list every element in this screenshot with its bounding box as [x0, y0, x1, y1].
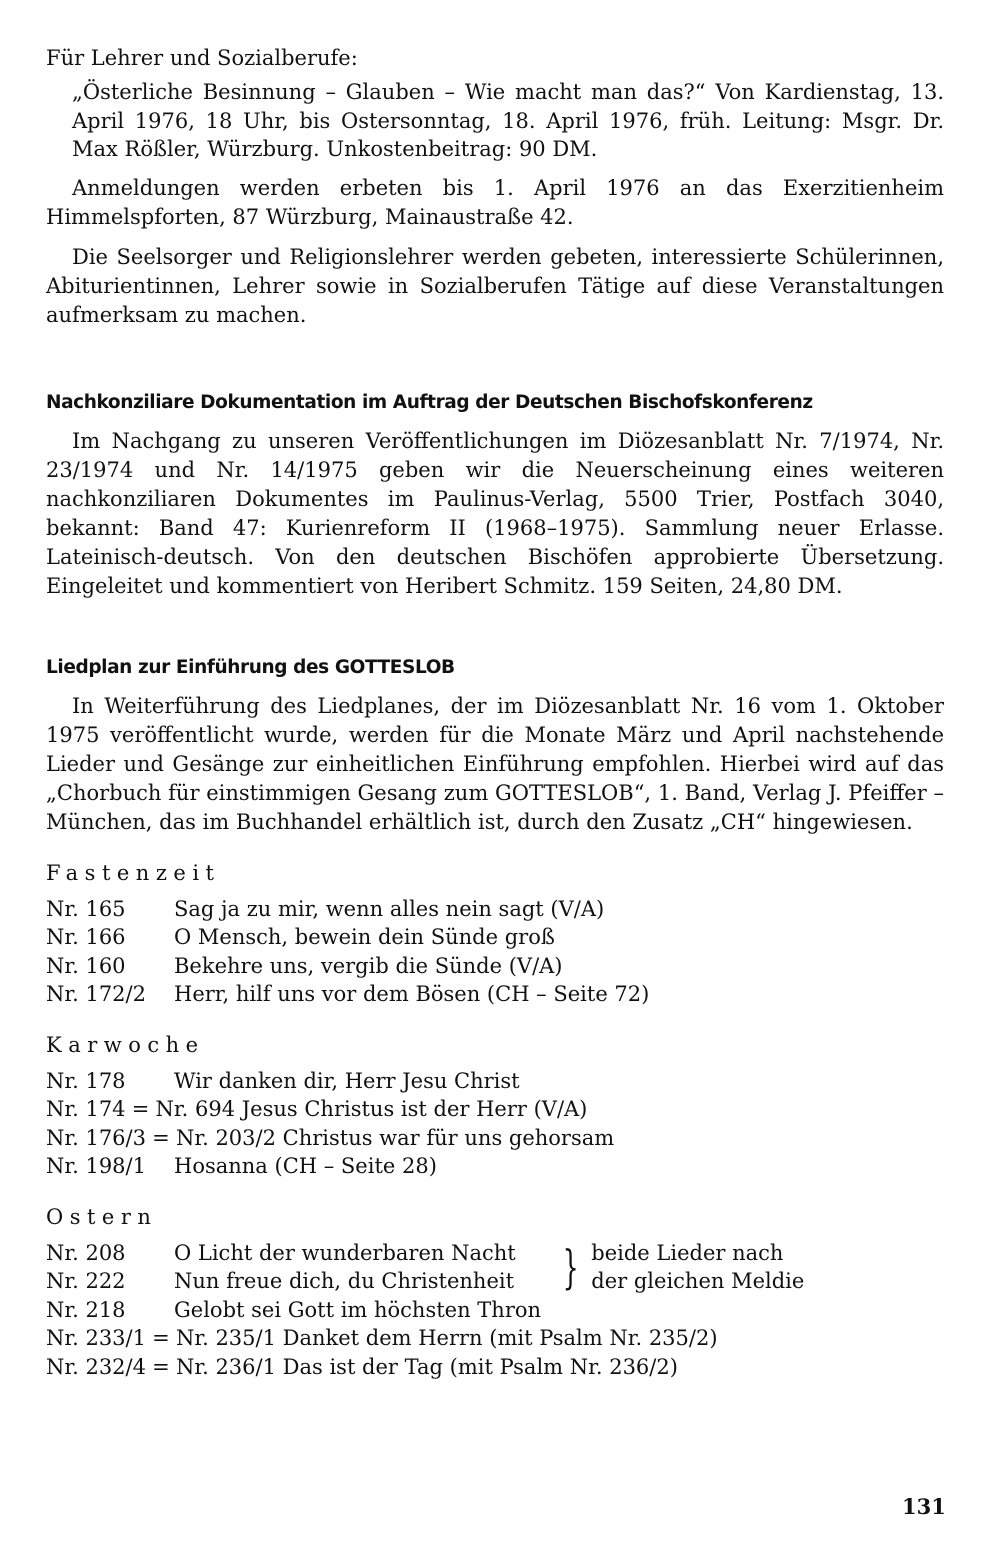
list-item: [46, 1095, 944, 1124]
brace-icon: }: [562, 1239, 579, 1294]
song-number: Nr. 232/4: [46, 1354, 146, 1379]
song-list-fastenzeit: [46, 895, 944, 1009]
song-title: Nr. 235/1 Danket dem Herrn (mit Psalm Nr. 235/2): [175, 1326, 718, 1350]
liedplan-body: In Weiterführung des Liedplanes, der im Diözesanblatt Nr. 16 vom 1. Oktober 1975 veröffentlicht wurde, werden für die Monate März und April nachstehende Lieder und Gesänge zur einheitlichen Einführung empfohlen. Hierbei wird auf das „Chorbuch für einstimmigen Gesang zum GOTTESLOB“, 1. Band, Verlag J. Pfeiffer – München, das im Buchhandel erhältlich ist, durch den Zusatz „CH“ hingewiesen.: [46, 693, 944, 834]
list-item: [46, 1296, 944, 1325]
song-title: Nun freue dich, du Christenheit: [174, 1269, 515, 1293]
melody-note-line1: beide Lieder nach: [591, 1240, 784, 1265]
list-item: [46, 923, 944, 952]
subsection-title-karwoche: Karwoche: [46, 1032, 205, 1057]
list-item: [46, 1124, 944, 1153]
song-list-ostern: [46, 1239, 944, 1382]
song-number: Nr. 165: [46, 896, 126, 921]
song-title: Herr, hilf uns vor dem Bösen (CH – Seite 72): [174, 982, 650, 1006]
documentation-body: Im Nachgang zu unseren Veröffentlichungen im Diözesanblatt Nr. 7/1974, Nr. 23/1974 und Nr. 14/1975 geben wir die Neuerscheinung eines weiteren nachkonziliaren Dokumentes im Paulinus-Verlag, 5500 Trier, Postfach 3040, bekannt: Band 47: Kurienreform II (1968–1975). Sammlung neuer Erlasse. Lateinisch-deutsch. Von den deutschen Bischöfen approbierte Übersetzung. Eingeleitet und kommentiert von Heribert Schmitz. 159 Seiten, 24,80 DM.: [46, 428, 944, 598]
song-number: Nr. 208: [46, 1240, 126, 1265]
list-item: [46, 895, 944, 924]
section-title-documentation: Nachkonziliare Dokumentation im Auftrag der Deutschen Bischofskonferenz: [46, 391, 813, 413]
subsection-title-fastenzeit: Fastenzeit: [46, 860, 221, 885]
song-number: Nr. 172/2: [46, 982, 146, 1006]
song-title: Sag ja zu mir, wenn alles nein sagt (V/A): [174, 896, 605, 921]
page-number: 131: [902, 1494, 946, 1519]
song-title: Nr. 203/2 Christus war für uns gehorsam: [175, 1125, 615, 1150]
equals-sign: =: [152, 1326, 170, 1350]
list-item: [46, 952, 944, 981]
request-note: Die Seelsorger und Religionslehrer werden gebeten, interessierte Schülerinnen, Abiturientinnen, Lehrer sowie in Sozialberufen Tätige auf diese Veranstaltungen aufmerksam zu machen.: [46, 244, 944, 327]
song-number: Nr. 166: [46, 925, 126, 949]
melody-note-line2: der gleichen Meldie: [591, 1269, 805, 1293]
song-title: Wir danken dir, Herr Jesu Christ: [174, 1068, 520, 1093]
song-title: Nr. 236/1 Das ist der Tag (mit Psalm Nr. 236/2): [175, 1354, 678, 1379]
song-title: O Licht der wunderbaren Nacht: [174, 1240, 516, 1265]
song-title: Nr. 694 Jesus Christus ist der Herr (V/A): [155, 1097, 588, 1121]
subsection-title-ostern: Ostern: [46, 1204, 158, 1229]
course-description: „Österliche Besinnung – Glauben – Wie macht man das?“ Von Kardienstag, 13. April 1976, 18 Uhr, bis Ostersonntag, 18. April 1976, früh. Leitung: Msgr. Dr. Max Rößler, Würzburg. Unkostenbeitrag: 90 DM.: [72, 80, 944, 161]
song-title: Bekehre uns, vergib die Sünde (V/A): [174, 953, 563, 978]
song-number: Nr. 160: [46, 953, 126, 978]
melody-note-text: [591, 1239, 804, 1296]
list-item: [46, 1152, 944, 1181]
song-number: Nr. 198/1: [46, 1154, 146, 1178]
song-number: Nr. 174: [46, 1097, 126, 1121]
song-list-karwoche: [46, 1067, 944, 1181]
song-number: Nr. 176/3: [46, 1125, 146, 1150]
list-item: [46, 1353, 944, 1382]
song-title: Gelobt sei Gott im höchsten Thron: [174, 1297, 542, 1322]
equals-sign: =: [131, 1097, 150, 1121]
melody-note: [556, 1239, 804, 1296]
list-item: [46, 1324, 944, 1353]
document-page: [46, 44, 944, 1381]
section-title-liedplan: Liedplan zur Einführung des GOTTESLOB: [46, 656, 455, 678]
equals-sign: =: [152, 1125, 170, 1150]
equals-sign: =: [152, 1354, 170, 1379]
list-item: [46, 1067, 944, 1096]
registration-note: Anmeldungen werden erbeten bis 1. April 1976 an das Exerzitienheim Himmelspforten, 87 Würzburg, Mainaustraße 42.: [46, 175, 944, 229]
brace-group: [46, 1239, 944, 1296]
song-number: Nr. 222: [46, 1269, 126, 1293]
list-item: [46, 1239, 944, 1268]
song-title: O Mensch, bewein dein Sünde groß: [174, 925, 555, 949]
list-item: [46, 1267, 944, 1296]
intro-label: Für Lehrer und Sozialberufe:: [46, 46, 358, 70]
list-item: [46, 980, 944, 1009]
song-number: Nr. 178: [46, 1068, 126, 1093]
song-number: Nr. 218: [46, 1297, 126, 1322]
song-number: Nr. 233/1: [46, 1326, 146, 1350]
song-title: Hosanna (CH – Seite 28): [174, 1154, 437, 1178]
